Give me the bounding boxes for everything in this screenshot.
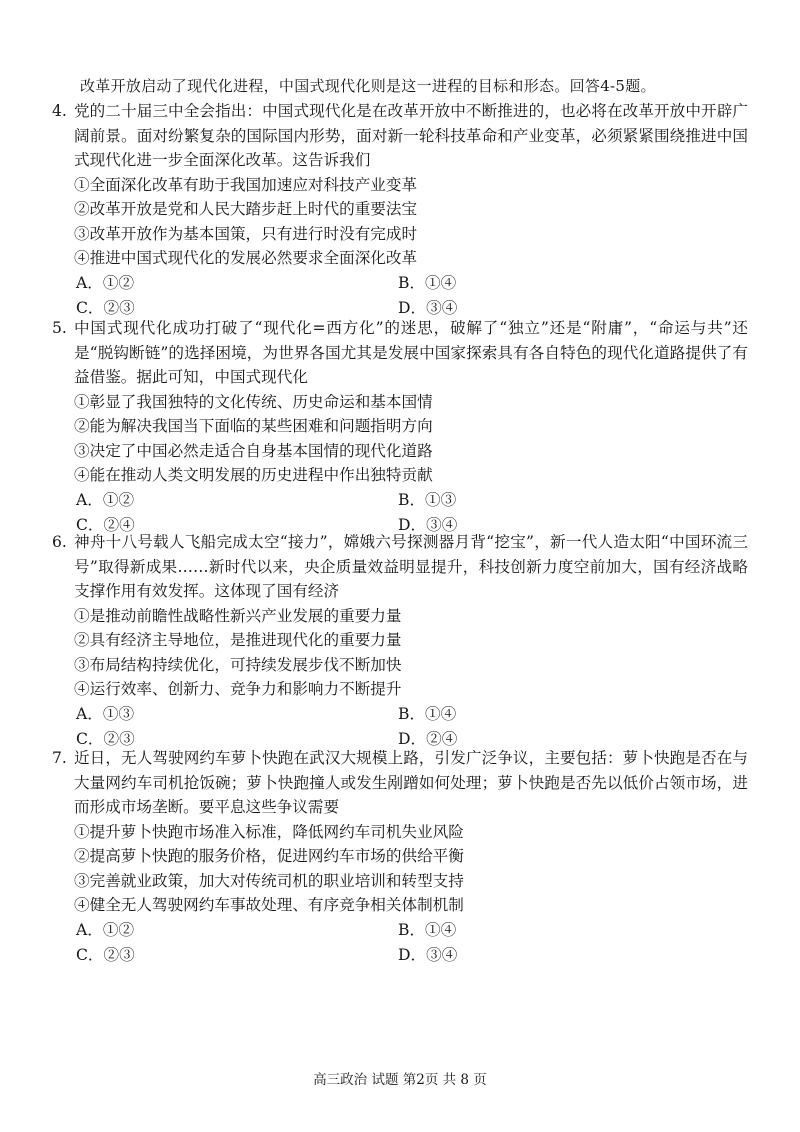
choice-b: B．①④ xyxy=(398,920,457,939)
choice-row xyxy=(48,488,748,513)
choice-d: D．③④ xyxy=(398,515,458,534)
question-5 xyxy=(48,316,748,538)
question-7 xyxy=(48,746,748,968)
statement-4: ④运行效率、创新力、竞争力和影响力不断提升 xyxy=(74,680,402,698)
question-number: 6. xyxy=(52,533,67,551)
statement-2: ②能为解决我国当下面临的某些困难和问题指明方向 xyxy=(74,417,433,435)
statement-1: ①全面深化改革有助于我国加速应对科技产业变革 xyxy=(74,175,418,194)
statement-4: ④健全无人驾驶网约车事故处理、有序竞争相关体制机制 xyxy=(74,896,464,914)
statement-3: ③改革开放作为基本国策，只有进行时没有完成时 xyxy=(74,224,418,243)
question-stem xyxy=(48,316,748,390)
statement-3: ③决定了中国必然走适合自身基本国情的现代化道路 xyxy=(74,441,433,460)
choice-row xyxy=(48,918,748,943)
choice-b: B．①④ xyxy=(398,704,457,723)
choice-row xyxy=(48,271,748,296)
question-number: 5. xyxy=(52,319,67,337)
choice-a: A．①② xyxy=(76,490,135,509)
choice-d: D．②④ xyxy=(398,729,458,748)
choice-c: C．②③ xyxy=(76,729,135,748)
choice-b: B．①④ xyxy=(398,273,457,292)
question-stem xyxy=(48,530,748,604)
intro-text: 改革开放启动了现代化进程，中国式现代化则是这一进程的目标和形态。回答4-5题。 xyxy=(80,77,656,95)
statement-2: ②改革开放是党和人民大踏步赶上时代的重要法宝 xyxy=(74,200,418,218)
statement-4: ④推进中国式现代化的发展必然要求全面深化改革 xyxy=(74,249,418,267)
choice-d: D．③④ xyxy=(398,298,458,317)
question-text: 近日，无人驾驶网约车萝卜快跑在武汉大规模上路，引发广泛争议，主要包括：萝卜快跑是否在与大量网约车司机抢饭碗；萝卜快跑撞人或发生剐蹭如何处理；萝卜快跑是否先以低价占领市场，进而形成市场垄断。要平息这些争议需要 xyxy=(74,749,748,816)
statement-2: ②提高萝卜快跑的服务价格，促进网约车市场的供给平衡 xyxy=(74,847,464,865)
choice-b: B．①③ xyxy=(398,490,457,509)
choice-a: A．①② xyxy=(76,920,135,939)
statement-3: ③完善就业政策，加大对传统司机的职业培训和转型支持 xyxy=(74,871,464,890)
choice-c: C．②③ xyxy=(76,945,135,964)
statement-4: ④能在推动人类文明发展的历史进程中作出独特贡献 xyxy=(74,466,433,484)
choice-c: C．②④ xyxy=(76,515,135,534)
choice-a: A．①③ xyxy=(76,704,135,723)
choice-c: C．②③ xyxy=(76,298,135,317)
statement-3: ③布局结构持续优化，可持续发展步伐不断加快 xyxy=(74,655,402,674)
question-number: 4. xyxy=(52,102,67,120)
statement-2: ②具有经济主导地位，是推进现代化的重要力量 xyxy=(74,631,402,649)
choice-row xyxy=(48,702,748,727)
question-6 xyxy=(48,530,748,752)
question-text: 神舟十八号载人飞船完成太空“接力”，嫦娥六号探测器月背“挖宝”，新一代人造太阳“中国环流三号”取得新成果……新时代以来，央企质量效益明显提升，科技创新力度空前加大，国有经济战略支撑作用有效发挥。这体现了国有经济 xyxy=(74,533,748,600)
question-stem xyxy=(48,99,748,173)
question-text: 中国式现代化成功打破了“现代化=西方化”的迷思，破解了“独立”还是“附庸”，“命运与共”还是“脱钩断链”的选择困境，为世界各国尤其是发展中国家探索具有各自特色的现代化道路提供了有益借鉴。据此可知，中国式现代化 xyxy=(74,319,748,386)
statement-1: ①提升萝卜快跑市场准入标准，降低网约车司机失业风险 xyxy=(74,822,464,841)
statement-1: ①彰显了我国独特的文化传统、历史命运和基本国情 xyxy=(74,392,433,411)
choice-d: D．③④ xyxy=(398,945,458,964)
page-footer: 高三政治 试题 第2页 共 8 页 xyxy=(313,1072,487,1088)
question-4 xyxy=(48,99,748,321)
statement-1: ①是推动前瞻性战略性新兴产业发展的重要力量 xyxy=(74,606,402,625)
question-number: 7. xyxy=(52,749,67,767)
choice-a: A．①② xyxy=(76,273,135,292)
question-stem xyxy=(48,746,748,820)
question-text: 党的二十届三中全会指出：中国式现代化是在改革开放中不断推进的，也必将在改革开放中开辟广阔前景。面对纷繁复杂的国际国内形势，面对新一轮科技革命和产业变革，必须紧紧围绕推进中国式现代化进一步全面深化改革。这告诉我们 xyxy=(74,102,748,169)
choice-row xyxy=(48,943,748,968)
